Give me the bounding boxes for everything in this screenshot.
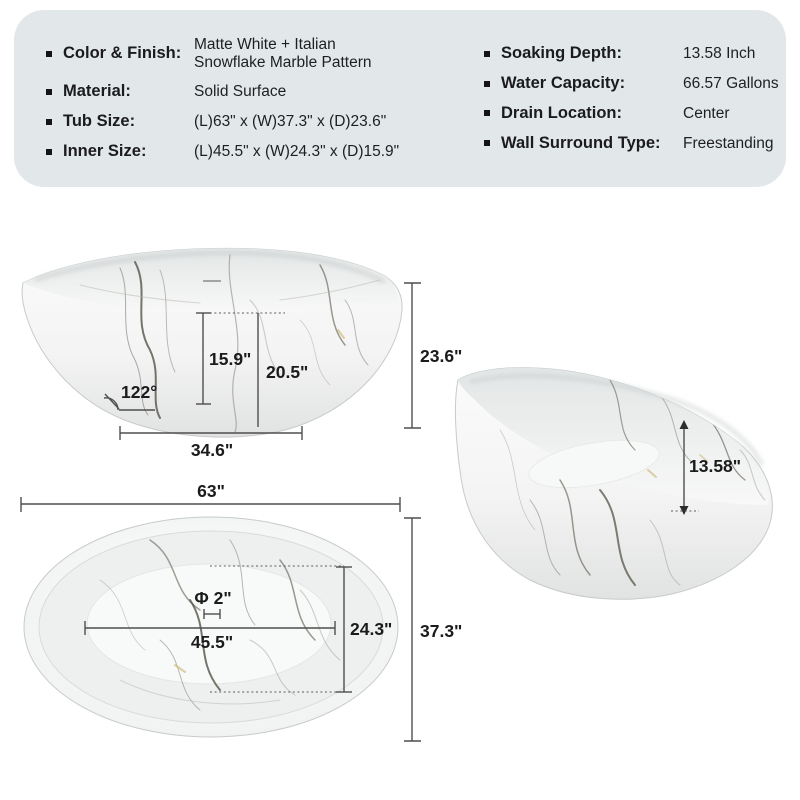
- svg-text:Φ 2": Φ 2": [194, 588, 232, 608]
- top-view-tub-illustration: [24, 517, 398, 737]
- svg-text:13.58": 13.58": [689, 456, 742, 476]
- spec-value: 13.58 Inch: [683, 44, 756, 62]
- bullet-icon: [484, 110, 490, 116]
- spec-value: (L)45.5" x (W)24.3" x (D)15.9": [194, 142, 400, 160]
- bullet-icon: [46, 51, 52, 57]
- spec-row-inner-size: [46, 142, 462, 161]
- spec-value: Solid Surface: [194, 82, 287, 100]
- spec-label: Color & Finish:: [63, 44, 182, 63]
- svg-text:24.3": 24.3": [350, 619, 393, 639]
- side-view-tub-illustration: [22, 248, 402, 437]
- spec-row-color-finish: [46, 36, 462, 72]
- dim-overall-length: [21, 481, 400, 512]
- bullet-icon: [46, 149, 52, 155]
- spec-value: Matte White + Italian Snowflake Marble Pattern: [194, 35, 372, 71]
- spec-column-left: [14, 10, 466, 187]
- svg-text:15.9": 15.9": [209, 349, 252, 369]
- spec-column-right: [466, 10, 786, 187]
- spec-value: Freestanding: [683, 134, 774, 152]
- dim-overall-height: [404, 283, 462, 428]
- spec-label: Wall Surround Type:: [501, 133, 661, 152]
- svg-text:45.5": 45.5": [190, 632, 234, 652]
- spec-label: Inner Size:: [63, 142, 147, 161]
- spec-row-soaking-depth: [484, 44, 780, 63]
- spec-value: (L)63" x (W)37.3" x (D)23.6": [194, 112, 387, 130]
- spec-row-wall-surround: [484, 134, 780, 153]
- spec-value: 66.57 Gallons: [683, 74, 779, 92]
- spec-row-tub-size: [46, 112, 462, 131]
- spec-panel: [14, 10, 786, 187]
- spec-label: Material:: [63, 82, 131, 101]
- spec-label: Soaking Depth:: [501, 44, 623, 63]
- bullet-icon: [484, 140, 490, 146]
- svg-text:63": 63": [197, 481, 225, 501]
- spec-row-water-capacity: [484, 74, 780, 93]
- svg-text:34.6": 34.6": [190, 440, 234, 460]
- spec-row-drain-location: [484, 104, 780, 123]
- svg-text:20.5": 20.5": [266, 362, 309, 382]
- bullet-icon: [46, 89, 52, 95]
- svg-text:23.6": 23.6": [420, 346, 463, 366]
- spec-row-material: [46, 82, 462, 101]
- dim-overall-width: [404, 518, 462, 741]
- spec-value: Center: [683, 104, 730, 122]
- dimension-diagrams: [0, 200, 800, 800]
- bullet-icon: [46, 119, 52, 125]
- bullet-icon: [484, 81, 490, 87]
- spec-label: Water Capacity:: [501, 74, 626, 93]
- spec-label: Drain Location:: [501, 104, 623, 122]
- perspective-tub-illustration: [455, 368, 772, 600]
- bullet-icon: [484, 51, 490, 57]
- svg-text:122°: 122°: [121, 382, 158, 402]
- svg-text:37.3": 37.3": [420, 621, 463, 641]
- spec-label: Tub Size:: [63, 112, 136, 131]
